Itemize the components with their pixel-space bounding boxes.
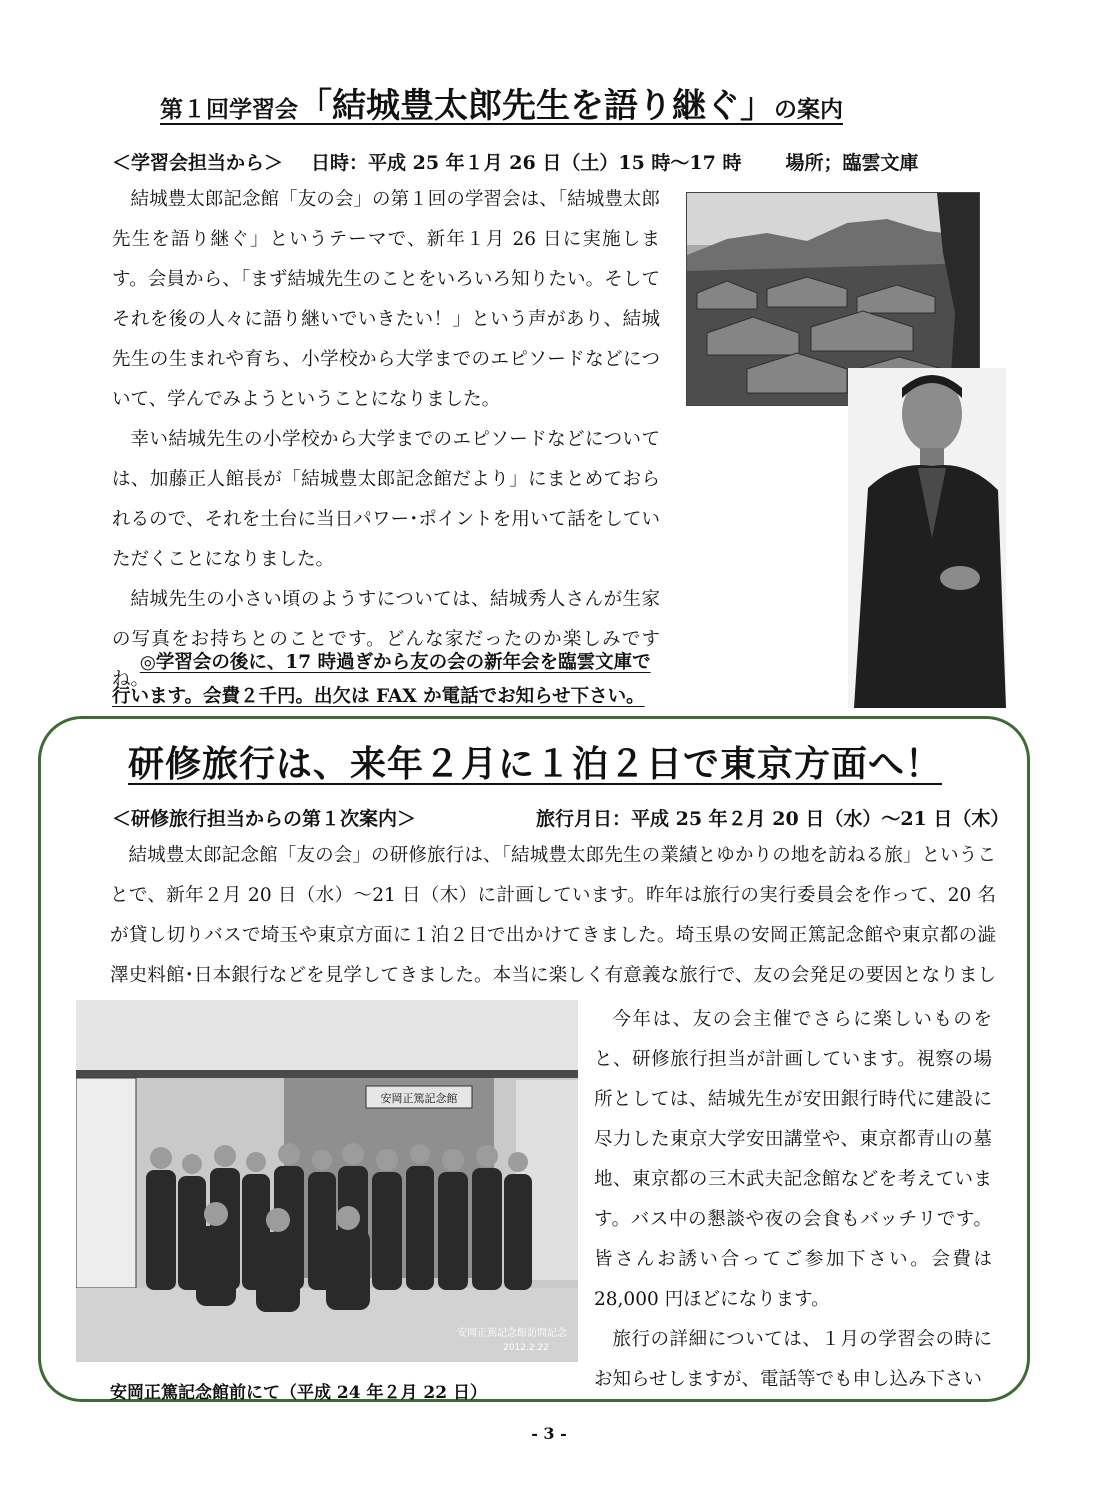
- group-photo: [76, 1000, 578, 1362]
- section1-place: 場所；臨雲文庫: [785, 152, 919, 174]
- photo-sign: 安岡正篤記念館: [380, 1092, 458, 1105]
- section1-title-suffix: の案内: [774, 96, 843, 123]
- portrait-photo: [848, 368, 1006, 708]
- section1-from: ＜学習会担当から＞: [112, 152, 284, 174]
- section1-datetime: 日時：平成 25 年１月 26 日（土）15 時〜17 時: [311, 152, 742, 174]
- page-number: - 3 -: [531, 1424, 567, 1443]
- section2-paragraph: 今年は、友の会主催でさらに楽しいものをと、研修旅行担当が計画しています。視察の場所としては、結城先生が安田銀行時代に建設に尽力した東京大学安田講堂や、東京都青山の墓地、東京都の三木武夫記念館などを考えています。バス中の懇談や夜の会食もバッチリです。皆さんお誘い合ってご参加下さい。会費は 28,000 円ほどになります。: [594, 1009, 992, 1310]
- section1-paragraph: 幸い結城先生の小学校から大学までのエピソードなどについては、加藤正人館長が「結城豊太郎記念館だより」にまとめておられるので、それを土台に当日パワー･ポイントを用いて話をしていただくことになりました。: [112, 429, 660, 570]
- section2-title: 研修旅行は、来年２月に１泊２日で東京方面へ！: [128, 743, 943, 785]
- photo-stamp-date: 2012.2.22: [503, 1343, 549, 1353]
- section2-date: 旅行月日：平成 25 年２月 20 日（水）〜21 日（木）: [536, 808, 1010, 830]
- section1-meta: [112, 148, 946, 175]
- section2-body-right: [594, 1000, 992, 1400]
- photo-stamp: 安岡正篤記念館訪問記念: [457, 1328, 567, 1339]
- section1-notice: ◎学習会の後に、17 時過ぎから友の会の新年会を臨雲文庫で行います。会費２千円。出欠は FAX か電話でお知らせ下さい。: [112, 652, 651, 707]
- section1-title-prefix: 第１回学習会: [160, 96, 298, 123]
- section2-paragraph: 旅行の詳細については、１月の学習会の時にお知らせしますが、電話等でも申し込み下さい: [594, 1329, 992, 1390]
- group-photo-caption: 安岡正篤記念館前にて（平成 24 年２月 22 日）: [110, 1383, 487, 1403]
- section1-body: [112, 180, 660, 700]
- section2-paragraph: 結城豊太郎記念館「友の会」の研修旅行は、「結城豊太郎先生の業績とゆかりの地を訪ねる旅」ということで、新年２月 20 日（水）〜21 日（木）に計画しています。昨年は旅行の実行委員会を作って、20 名が貸し切りバスで埼玉や東京方面に１泊２日で出かけてきました。埼玉県の安岡正篤記念館や東京都の澁澤史料館･日本銀行などを見学してきました。本当に楽しく有意義な旅行で、友の会発足の要因となりまし: [110, 845, 996, 986]
- section1-paragraph: 結城豊太郎記念館「友の会」の第１回の学習会は、「結城豊太郎先生を語り継ぐ」というテーマで、新年１月 26 日に実施します。会員から、「まず結城先生のことをいろいろ知りたい。そしてそれを後の人々に語り継いでいきたい！」という声があり、結城先生の生まれや育ち、小学校から大学までのエピソードなどについて、学んでみようということになりました。: [112, 189, 660, 410]
- section2-from: ＜研修旅行担当からの第１次案内＞: [112, 808, 417, 830]
- section1-title: [160, 78, 843, 127]
- section1-title-main: 「結城豊太郎先生を語り継ぐ」: [298, 86, 774, 126]
- section1-paragraph: 結城先生の小さい頃のようすについては、結城秀人さんが生家の写真をお持ちとのことです。どんな家だったのか楽しみですね。: [112, 589, 660, 690]
